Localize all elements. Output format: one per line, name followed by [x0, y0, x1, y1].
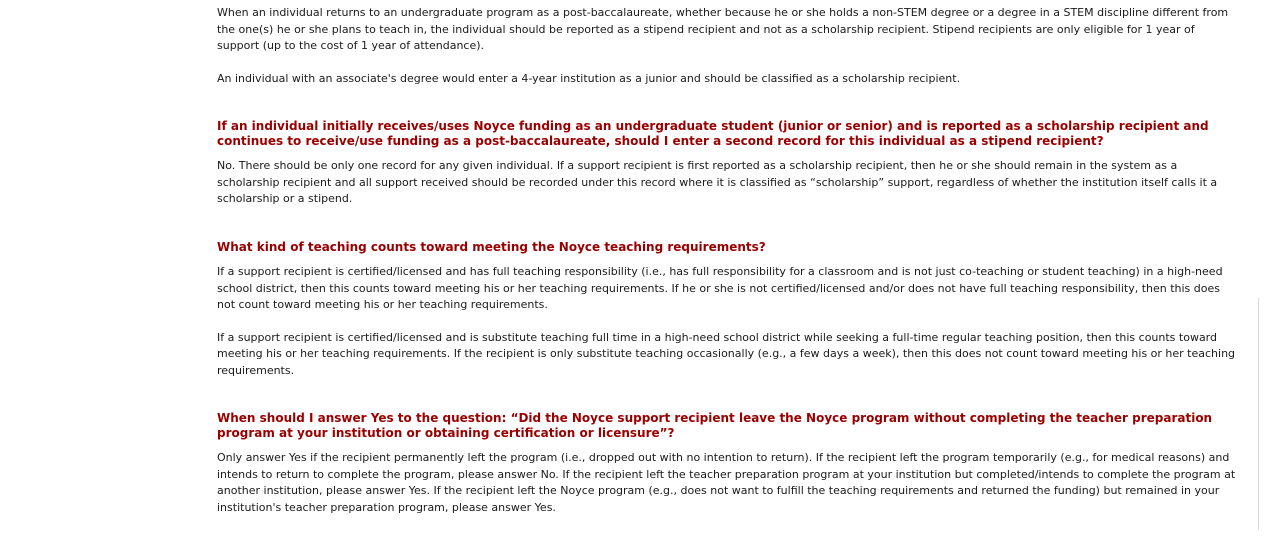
- faq-question-1: If an individual initially receives/uses Noyce funding as an undergraduate student (junior or senior) and is reported as a scholarship recipient and continues to receive/use funding as a post-baccalaureate, should I enter a second record for this individual as a stipend recipient?: [217, 119, 1209, 148]
- right-edge-divider: [1258, 298, 1264, 530]
- intro-paragraph-2: An individual with an associate's degree would enter a 4-year institution as a junior and should be classified as a scholarship recipient.: [217, 71, 961, 85]
- faq-content: [217, 5, 1237, 516]
- faq-question-2: What kind of teaching counts toward meeting the Noyce teaching requirements?: [217, 239, 766, 254]
- intro-paragraph-1: When an individual returns to an undergraduate program as a post-baccalaureate, whether because he or she holds a non-STEM degree or a degree in a STEM discipline different from the one(s) he or she plans to teach in, the individual should be reported as a stipend recipient and not as a scholarship recipient. Stipend recipients are only eligible for 1 year of support (up to the cost of 1 year of attendance).: [217, 6, 1229, 52]
- faq-question-3: When should I answer Yes to the question: “Did the Noyce support recipient leave the Noyce program without completing the teacher preparation program at your institution or obtaining certification or licensure”?: [217, 411, 1213, 440]
- faq-answer-3: Only answer Yes if the recipient permanently left the program (i.e., dropped out with no intention to return). If the recipient left the program temporarily (e.g., for medical reasons) and intends to return to complete the program, please answer No. If the recipient left the teacher preparation program at your institution but completed/intends to complete the program at another institution, please answer Yes. If the recipient left the Noyce program (e.g., does not want to fulfill the teaching requirements and returned the funding) but remained in your institution's teacher preparation program, please answer Yes.: [217, 451, 1236, 514]
- faq-answer-2b: If a support recipient is certified/licensed and is substitute teaching full time in a high-need school district while seeking a full-time regular teaching position, then this counts toward meeting his or her teaching requirements. If the recipient is only substitute teaching occasionally (e.g., a few days a week), then this does not count toward meeting his or her teaching requirements.: [217, 330, 1236, 377]
- faq-answer-1: No. There should be only one record for any given individual. If a support recipient is first reported as a scholarship recipient, then he or she should remain in the system as a scholarship recipient and all support received should be recorded under this record where it is classified as “scholarship” support, regardless of whether the institution itself calls it a scholarship or a stipend.: [217, 159, 1218, 205]
- faq-answer-2a: If a support recipient is certified/licensed and has full teaching responsibility (i.e., has full responsibility for a classroom and is not just co-teaching or student teaching) in a high-need school district, then this counts toward meeting his or her teaching requirements. If he or she is not certified/licensed and/or does not have full teaching responsibility, then this does not count toward meeting his or her teaching requirements.: [217, 265, 1223, 311]
